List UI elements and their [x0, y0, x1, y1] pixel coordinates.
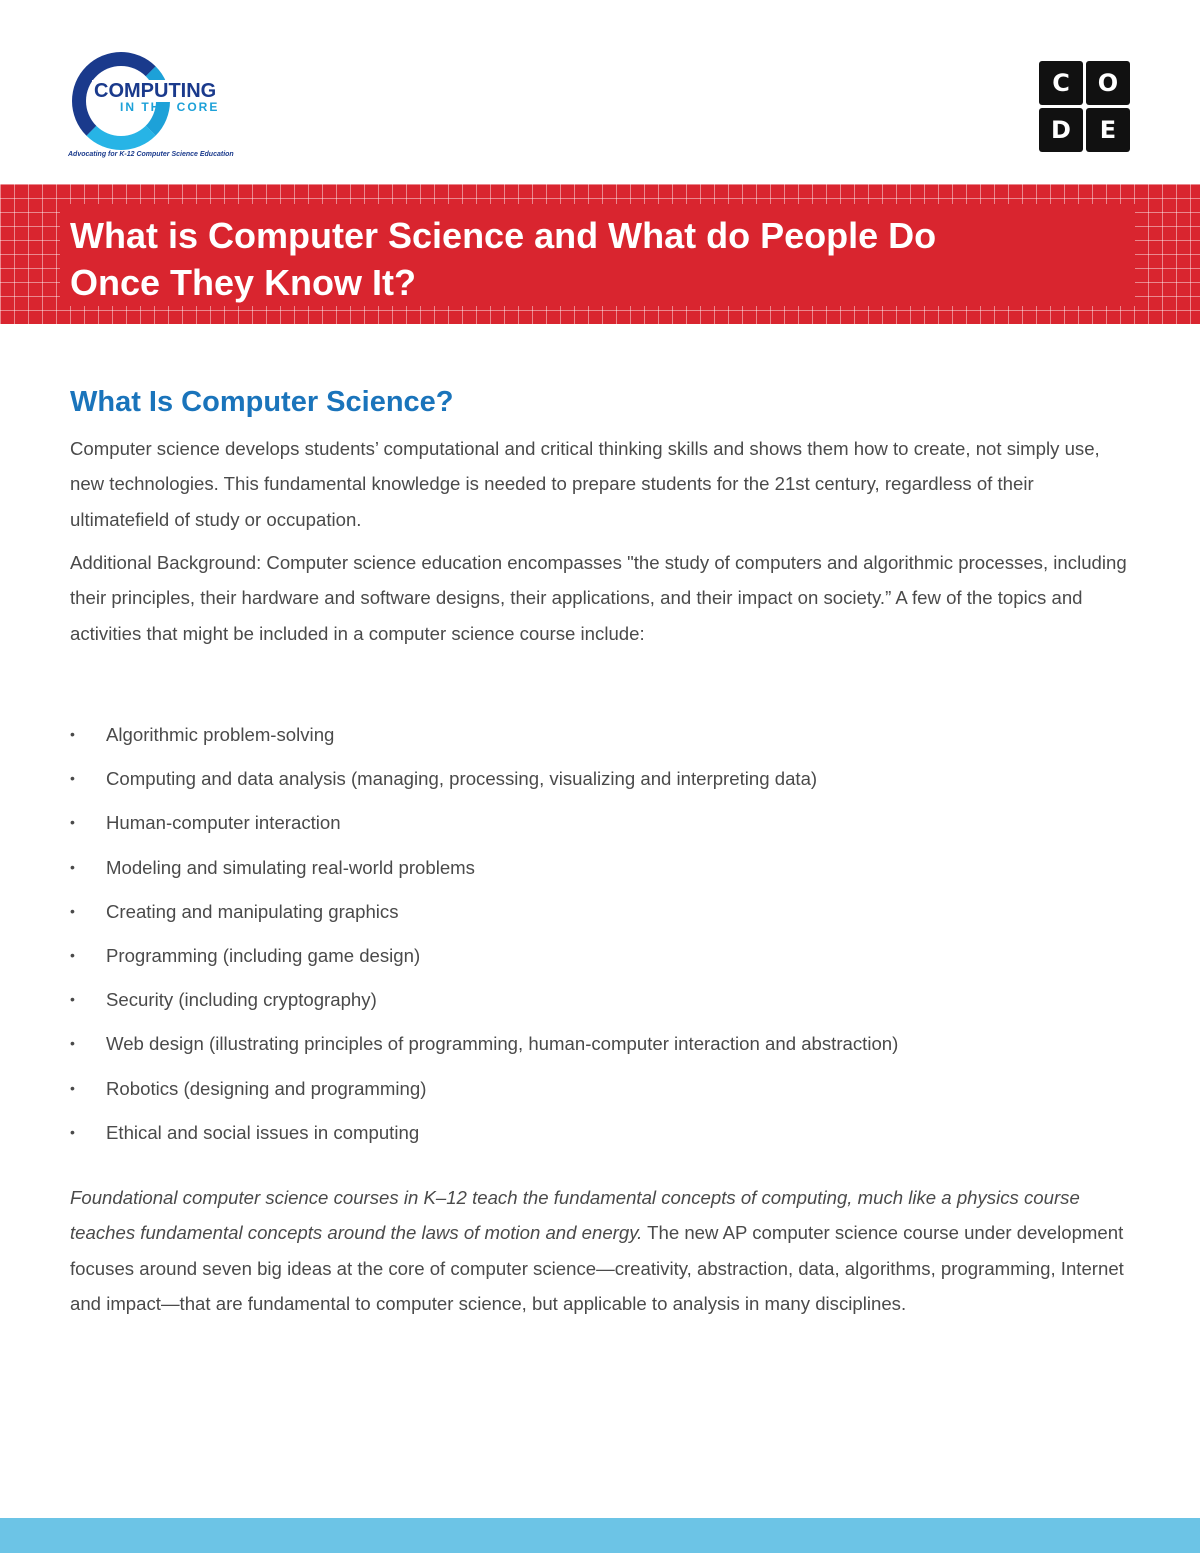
- list-item-text: Web design (illustrating principles of programming, human-computer interaction and abstraction): [106, 1033, 899, 1055]
- list-item-text: Algorithmic problem-solving: [106, 724, 335, 745]
- topics-list: [70, 716, 1150, 1158]
- logo-line2: IN THE CORE: [120, 100, 220, 114]
- bullet-icon: •: [70, 1079, 75, 1096]
- section-heading: What Is Computer Science?: [70, 386, 454, 418]
- code-org-logo: [1039, 61, 1130, 152]
- closing-text: The new AP computer science course under development focuses around seven big ideas at the core of computer science—creativity, abstraction, data, algorithms, programming, Internet and impact—that are fundamental to computer science, but applicable to analysis in many disciplines.: [70, 1222, 1124, 1314]
- bullet-icon: •: [70, 1123, 75, 1140]
- list-item: [70, 849, 1150, 893]
- logo-line1: COMPUTING: [94, 80, 217, 102]
- page-title-line2: Once They Know It?: [70, 262, 417, 303]
- list-item-text: Ethical and social issues in computing: [106, 1121, 420, 1143]
- list-item: [70, 716, 1150, 760]
- logo-tagline: Advocating for K-12 Computer Science Education: [68, 151, 234, 158]
- bullet-icon: •: [70, 991, 75, 1008]
- code-letter-o: O: [1086, 61, 1130, 105]
- footer-bar: [0, 1518, 1200, 1553]
- bullet-icon: •: [70, 770, 75, 787]
- list-item: [70, 760, 1150, 804]
- list-item: [70, 1025, 1150, 1069]
- bullet-icon: •: [70, 902, 75, 919]
- list-item: [70, 1070, 1150, 1114]
- code-letter-c: C: [1039, 61, 1083, 105]
- bullet-icon: •: [70, 1035, 75, 1052]
- code-letter-d: D: [1039, 108, 1083, 152]
- computing-in-the-core-logo: [68, 50, 238, 165]
- list-item-text: Robotics (designing and programming): [106, 1077, 427, 1099]
- list-item: [70, 893, 1150, 937]
- bullet-icon: •: [70, 946, 75, 963]
- page-title-line1: What is Computer Science and What do People Do: [70, 215, 937, 256]
- background-paragraph: Additional Background: Computer science education encompasses "the study of computers and algorithmic processes, including their principles, their hardware and software designs, their applications, and their impact on society.” A few of the topics and activities that might be included in a computer science course include:: [70, 552, 1127, 644]
- list-item-text: Programming (including game design): [106, 944, 421, 966]
- code-letter-e: E: [1086, 108, 1130, 152]
- list-item: [70, 804, 1150, 848]
- closing-paragraph: [70, 1180, 1132, 1321]
- list-item-text: Modeling and simulating real-world problems: [106, 856, 475, 878]
- bullet-icon: •: [70, 814, 75, 831]
- page-title: [70, 212, 1130, 306]
- intro-paragraph: Computer science develops students’ computational and critical thinking skills and shows them how to create, not simply use, new technologies. This fundamental knowledge is needed to prepare students for the 21st century, regardless of their ultimatefield of study or occupation.: [70, 438, 1100, 530]
- list-item: [70, 1114, 1150, 1158]
- list-item: [70, 937, 1150, 981]
- list-item-text: Human-computer interaction: [106, 812, 341, 834]
- list-item-text: Computing and data analysis (managing, processing, visualizing and interpreting data): [106, 768, 818, 790]
- closing-italic-text: Foundational computer science courses in K–12 teach the fundamental concepts of computing, much like a physics course teaches fundamental concepts around the laws of motion and energy.: [70, 1187, 1080, 1244]
- list-item: [70, 981, 1150, 1025]
- list-item-text: Creating and manipulating graphics: [106, 900, 399, 922]
- list-item-text: Security (including cryptography): [106, 989, 377, 1011]
- bullet-icon: •: [70, 726, 75, 742]
- bullet-icon: •: [70, 858, 75, 875]
